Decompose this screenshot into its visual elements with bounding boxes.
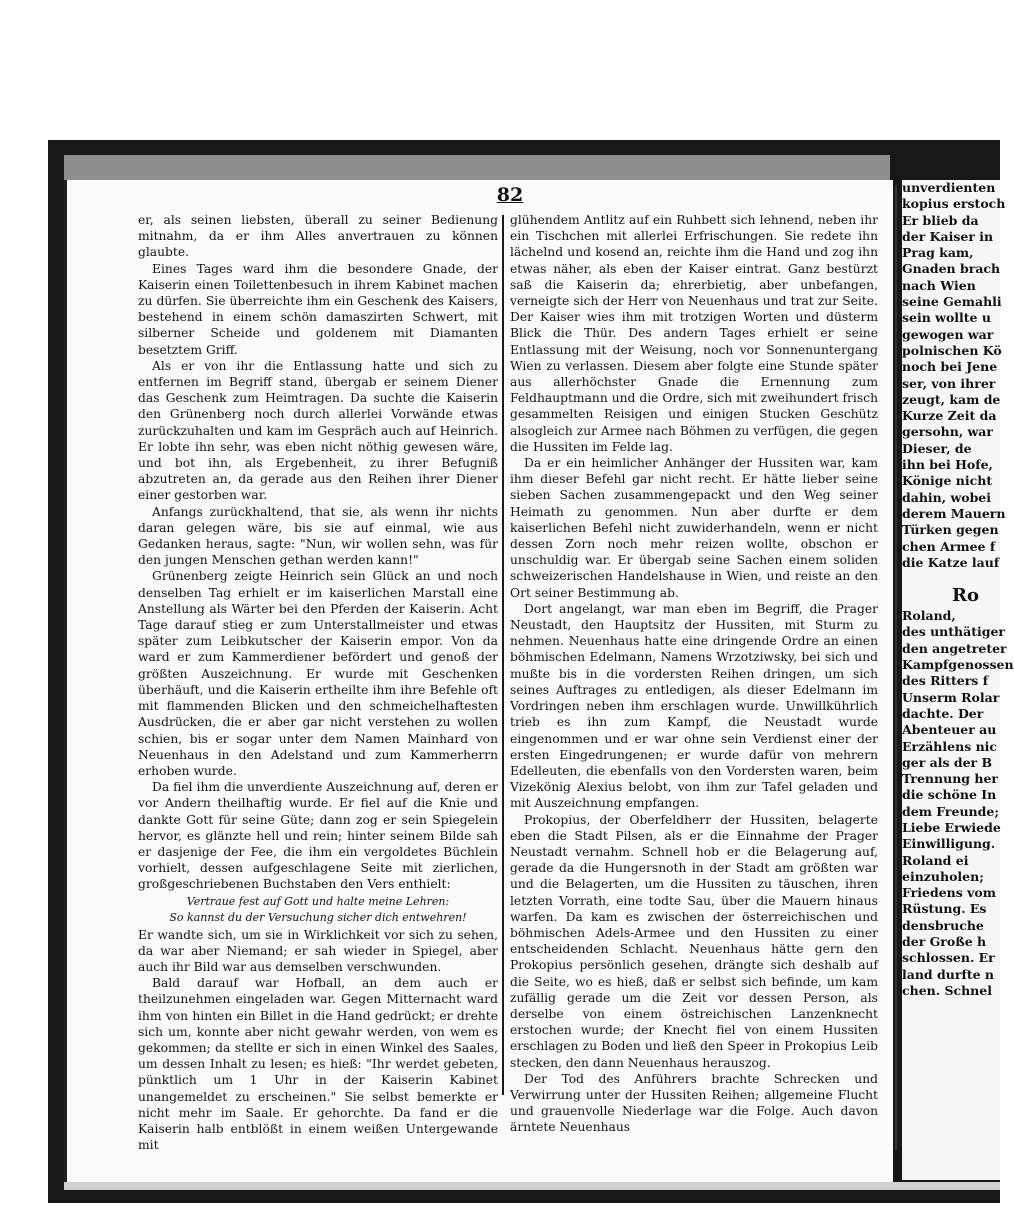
next-page-line: Er blieb da	[902, 212, 979, 228]
next-page-line: kopius erstoch	[902, 196, 1006, 212]
next-page-line: zeugt, kam de	[902, 391, 1001, 407]
next-page-fragment	[902, 180, 1014, 1180]
next-page-line: ser, von ihrer	[902, 375, 996, 391]
page-gutter	[895, 185, 897, 1150]
paragraph: Anfangs zurückhaltend, that sie, als wenn ihr nichts daran gelegen wäre, bis sie auf einmal, wie aus Gedanken heraus, sagte: "Nun, wir wollen sehn, was für den jungen Menschen gethan werden kann!"	[138, 504, 498, 568]
next-page-lines-top	[902, 180, 1006, 571]
next-page-line: gersohn, war	[902, 424, 993, 440]
next-page-line: chen Armee f	[902, 538, 996, 554]
paragraph: Als er von ihr die Entlassung hatte und sich zu entfernen im Begriff stand, übergab er seinem Diener das Geschenk zum Heimtragen. Da suchte die Kaiserin den Grünenberg noch durch allerlei Vorwände etwas zurückzuhalten und kam im Gespräch auch auf Heinrich. Er lobte ihn sehr, was eben nicht nöthig gewesen wäre, und bot ihn, als Ergebenheit, zu ihrer Befugniß abzutreten an, da gerade aus den Reihen ihrer Diener einer gestorben war.	[138, 358, 498, 503]
next-page-line: polnischen Kö	[902, 342, 1002, 358]
next-page-line: nach Wien	[902, 277, 976, 293]
next-page-line: Roland ei	[902, 852, 969, 868]
next-page-line: chen. Schnel	[902, 982, 992, 998]
page-bottom-shadow	[64, 1182, 1000, 1190]
verse-line-2: So kannst du der Versuchung sicher dich entwehren!	[169, 910, 467, 924]
next-page-line: einzuholen;	[902, 868, 984, 884]
paragraph: Grünenberg zeigte Heinrich sein Glück an und noch denselben Tag erhielt er im kaiserlichen Marstall eine Anstellung als Wärter bei den Pferden der Kaiserin. Acht Tage darauf stieg er zum Unterstallmeister und etwas später zum Leibkutscher der Kaiserin empor. Von da ward er zum Kammerdiener befördert und genoß der größten Auszeichnung. Er wurde mit Geschenken überhäuft, und die Kaiserin ertheilte ihm ihre Befehle oft mit flammenden Blicken und den schmeichelhaftesten Ausdrücken, die er aber gar nicht verstehen zu wollen schien, bis er sogar unter dem Namen Mainhard von Neuenhaus in den Adelstand und zum Kammerherrn erhoben wurde.	[138, 569, 498, 778]
paragraph: Prokopius, der Oberfeldherr der Hussiten, belagerte eben die Stadt Pilsen, als er die Einnahme der Prager Neustadt vernahm. Schnell hob er die Belagerung auf, gerade da die Hungersnoth in der Stadt am größten war und die Belagerten, um die Hussiten zu täuschen, ihren letzten Vorrath, eine todte Sau, über die Mauern hinaus warfen. Da kam es zwischen der österreichischen und böhmischen Adels-Armee und den Hussiten zu einer entscheidenden Schlacht. Neuenhaus hätte gern den Prokopius persönlich gesehen, drängte sich deshalb auf die Seite, wo es hieß, daß er selbst sich befinde, um kam zufällig gerade um die Zeit vor dessen Person, als derselbe von einem östreichischen Lanzenknecht erstochen wurde; der Knecht fiel von einem Hussiten erschlagen zu Boden und ließ den Speer in Prokopius Leib stecken, den dann Neuenhaus herauszog.	[510, 812, 878, 1070]
next-page-line: Abenteuer au	[902, 722, 997, 738]
paragraph: er, als seinen liebsten, überall zu seiner Bedienung mitnahm, da er ihm Alles anvertrauen zu können glaubte.	[138, 213, 498, 260]
next-page-line: unverdienten	[902, 180, 996, 195]
paragraph: Eines Tages ward ihm die besondere Gnade, der Kaiserin einen Toilettenbesuch in ihrem Kabinet machen zu dürfen. Sie überreichte ihm ein Geschenk des Kaisers, bestehend in einem schön damaszirten Schwert, mit silberner Scheide und goldenem mit Diamanten besetztem Griff.	[138, 261, 498, 357]
next-page-line: ger als der B	[902, 754, 993, 770]
left-column-paragraphs	[138, 212, 498, 893]
next-page-line: der Kaiser in	[902, 228, 994, 244]
page-top-shadow	[64, 155, 890, 180]
next-page-line: seine Gemahli	[902, 294, 1002, 310]
next-page-line: Liebe Erwiede	[902, 819, 1001, 835]
next-page-line: die schöne In	[902, 787, 997, 803]
next-page-line: sein wollte u	[902, 310, 991, 326]
next-page-line: land durfte n	[902, 966, 994, 982]
next-page-line: Trennung her	[902, 771, 999, 787]
next-page-line: schlossen. Er	[902, 950, 995, 966]
next-page-line: Kampfgenossen	[902, 657, 1014, 673]
verse-line-1: Vertraue fest auf Gott und halte meine Lehren:	[186, 894, 450, 908]
next-page-line: den angetreter	[902, 640, 1007, 656]
paragraph: Da er ein heimlicher Anhänger der Hussiten war, kam ihm dieser Befehl gar nicht recht. Er hätte lieber seine sieben Sachen zusammengepackt und den Weg seiner Heimath zu genommen. Nun aber durfte er dem kaiserlichen Befehl nicht zuwiderhandeln, wenn er nicht dessen Zorn noch mehr reizen wollte, obschon er unschuldig war. Er übergab seine Sachen einem soliden schweizerischen Handelshause in Wien, und reiste an den Ort seiner Bestimmung ab.	[510, 456, 878, 600]
next-page-line: gewogen war	[902, 326, 994, 342]
next-page-line: Könige nicht	[902, 473, 993, 489]
left-column	[138, 212, 498, 1153]
paragraph: glühendem Antlitz auf ein Ruhbett sich lehnend, neben ihr ein Tischchen mit allerlei Erfrischungen. Sie redete ihn lächelnd und kosend an, reichte ihm die Hand und zog ihn etwas näher, als eben der Kaiser eintrat. Ganz bestürzt saß die Kaiserin da; ehrerbietig, aber unbefangen, verneigte sich der Herr von Neuenhaus und trat zur Seite. Der Kaiser wies ihm mit trotzigen Worten und düsterm Blick die Thür. Des andern Tages erhielt er seine Entlassung mit der Weisung, noch vor Sonnenuntergang Wien zu verlassen. Diesem aber folgte eine Stunde später aus allerhöchster Gnade die Ernennung zum Feldhauptmann und die Ordre, sich mit zweihundert frisch gesammelten Reisigen und einigen Stucken Geschütz alsogleich zur Armee nach Böhmen zu verfügen, die gegen die Hussiten im Felde lag.	[510, 213, 878, 454]
next-page-line: Unserm Rolar	[902, 689, 1000, 705]
paragraph: Er wandte sich, um sie in Wirklichkeit vor sich zu sehen, da war aber Niemand; er sah wieder in Spiegel, aber auch ihr Bild war aus demselben verschwunden.	[138, 927, 498, 974]
page-number: 82	[496, 184, 524, 206]
next-page-line: Kurze Zeit da	[902, 408, 997, 424]
next-page-line: densbruche	[902, 917, 984, 933]
next-page-line: des Ritters f	[902, 673, 989, 689]
paragraph: Dort angelangt, war man eben im Begriff, die Prager Neustadt, den Hauptsitz der Hussiten, mit Sturm zu nehmen. Neuenhaus hatte eine dringende Ordre an einen böhmischen Edelmann, Namens Wrzotziwsky, bei sich und mußte bis in die vordersten Reihen dringen, um sich seines Auftrages zu entledigen, als dieser Edelmann im Vordringen neben ihm erschlagen wurde. Unwillkührlich trieb es ihn zum Kampf, die Neustadt wurde eingenommen und er war ohne sein Verdienst einer der ersten Eingedrungenen; er wurde dafür von mehrern Edelleuten, die ebenfalls von den Vordersten waren, beim Vizekönig Alexius belobt, von ihm zur Tafel geladen und mit Auszeichnung empfangen.	[510, 601, 878, 811]
next-page-line: Erzählens nic	[902, 738, 998, 754]
paragraph: Bald darauf war Hofball, an dem auch er theilzunehmen eingeladen war. Gegen Mitternacht ward ihm von hinten ein Billet in die Hand gedrückt; er drehte sich um, konnte aber nicht gewahr werden, von wem es gekommen; da stellte er sich in einen Winkel des Saales, um dessen Inhalt zu lesen; es hieß: "Ihr werdet gebeten, pünktlich um 1 Uhr in der Kaiserin Kabinet unangemeldet zu erscheinen." Sie selbst bemerkte er nicht mehr im Saale. Er gehorchte. Da fand er die Kaiserin halb entblößt in einem weißen Untergewande mit	[138, 976, 498, 1153]
next-page-line: derem Mauern	[902, 505, 1006, 521]
next-page-line: noch bei Jene	[902, 359, 998, 375]
next-page-line: Dieser, de	[902, 440, 972, 456]
next-page-line: der Große h	[902, 934, 987, 950]
next-page-line: Gnaden brach	[902, 261, 1001, 277]
next-page-line: Prag kam,	[902, 245, 974, 261]
next-page-line: dahin, wobei	[902, 489, 992, 505]
next-page-line: ihn bei Hofe,	[902, 457, 993, 473]
next-page-line: des unthätiger	[902, 624, 1006, 640]
next-page-line: Einwilligung.	[902, 836, 996, 852]
paragraph: Da fiel ihm die unverdiente Auszeichnung auf, deren er vor Andern theilhaftig wurde. Er fiel auf die Knie und dankte Gott für seine Güte; dann zog er sein Spiegelein hervor, es glänzte hell und rein; hinter seinem Bilde sah er dasjenige der Fee, die ihm ein vergoldetes Büchlein vorhielt, dessen aufgeschlagene Seite mit zierlichen, großgeschriebenen Buchstaben den Vers enthielt:	[138, 780, 498, 892]
next-page-line: die Katze lauf	[902, 554, 1000, 570]
next-page-line: Friedens vom	[902, 885, 996, 901]
paragraph: Der Tod des Anführers brachte Schrecken und Verwirrung unter der Hussiten Reihen; allgemeine Flucht und grauenvolle Niederlage war die Folge. Auch davon ärntete Neuenhaus	[510, 1071, 878, 1135]
right-column	[510, 212, 878, 1136]
right-column-paragraphs	[510, 212, 878, 1136]
next-page-line: Türken gegen	[902, 522, 999, 538]
next-page-line: dem Freunde;	[902, 803, 999, 819]
next-page-line: dachte. Der	[902, 705, 984, 721]
left-column-paragraphs-after	[138, 927, 498, 1154]
next-page-line: Roland,	[902, 608, 956, 624]
next-page-line: Rüstung. Es	[902, 901, 987, 917]
next-page-heading: Ro	[952, 585, 979, 607]
next-page-lines-bottom	[902, 608, 1014, 999]
column-divider	[502, 215, 504, 1095]
